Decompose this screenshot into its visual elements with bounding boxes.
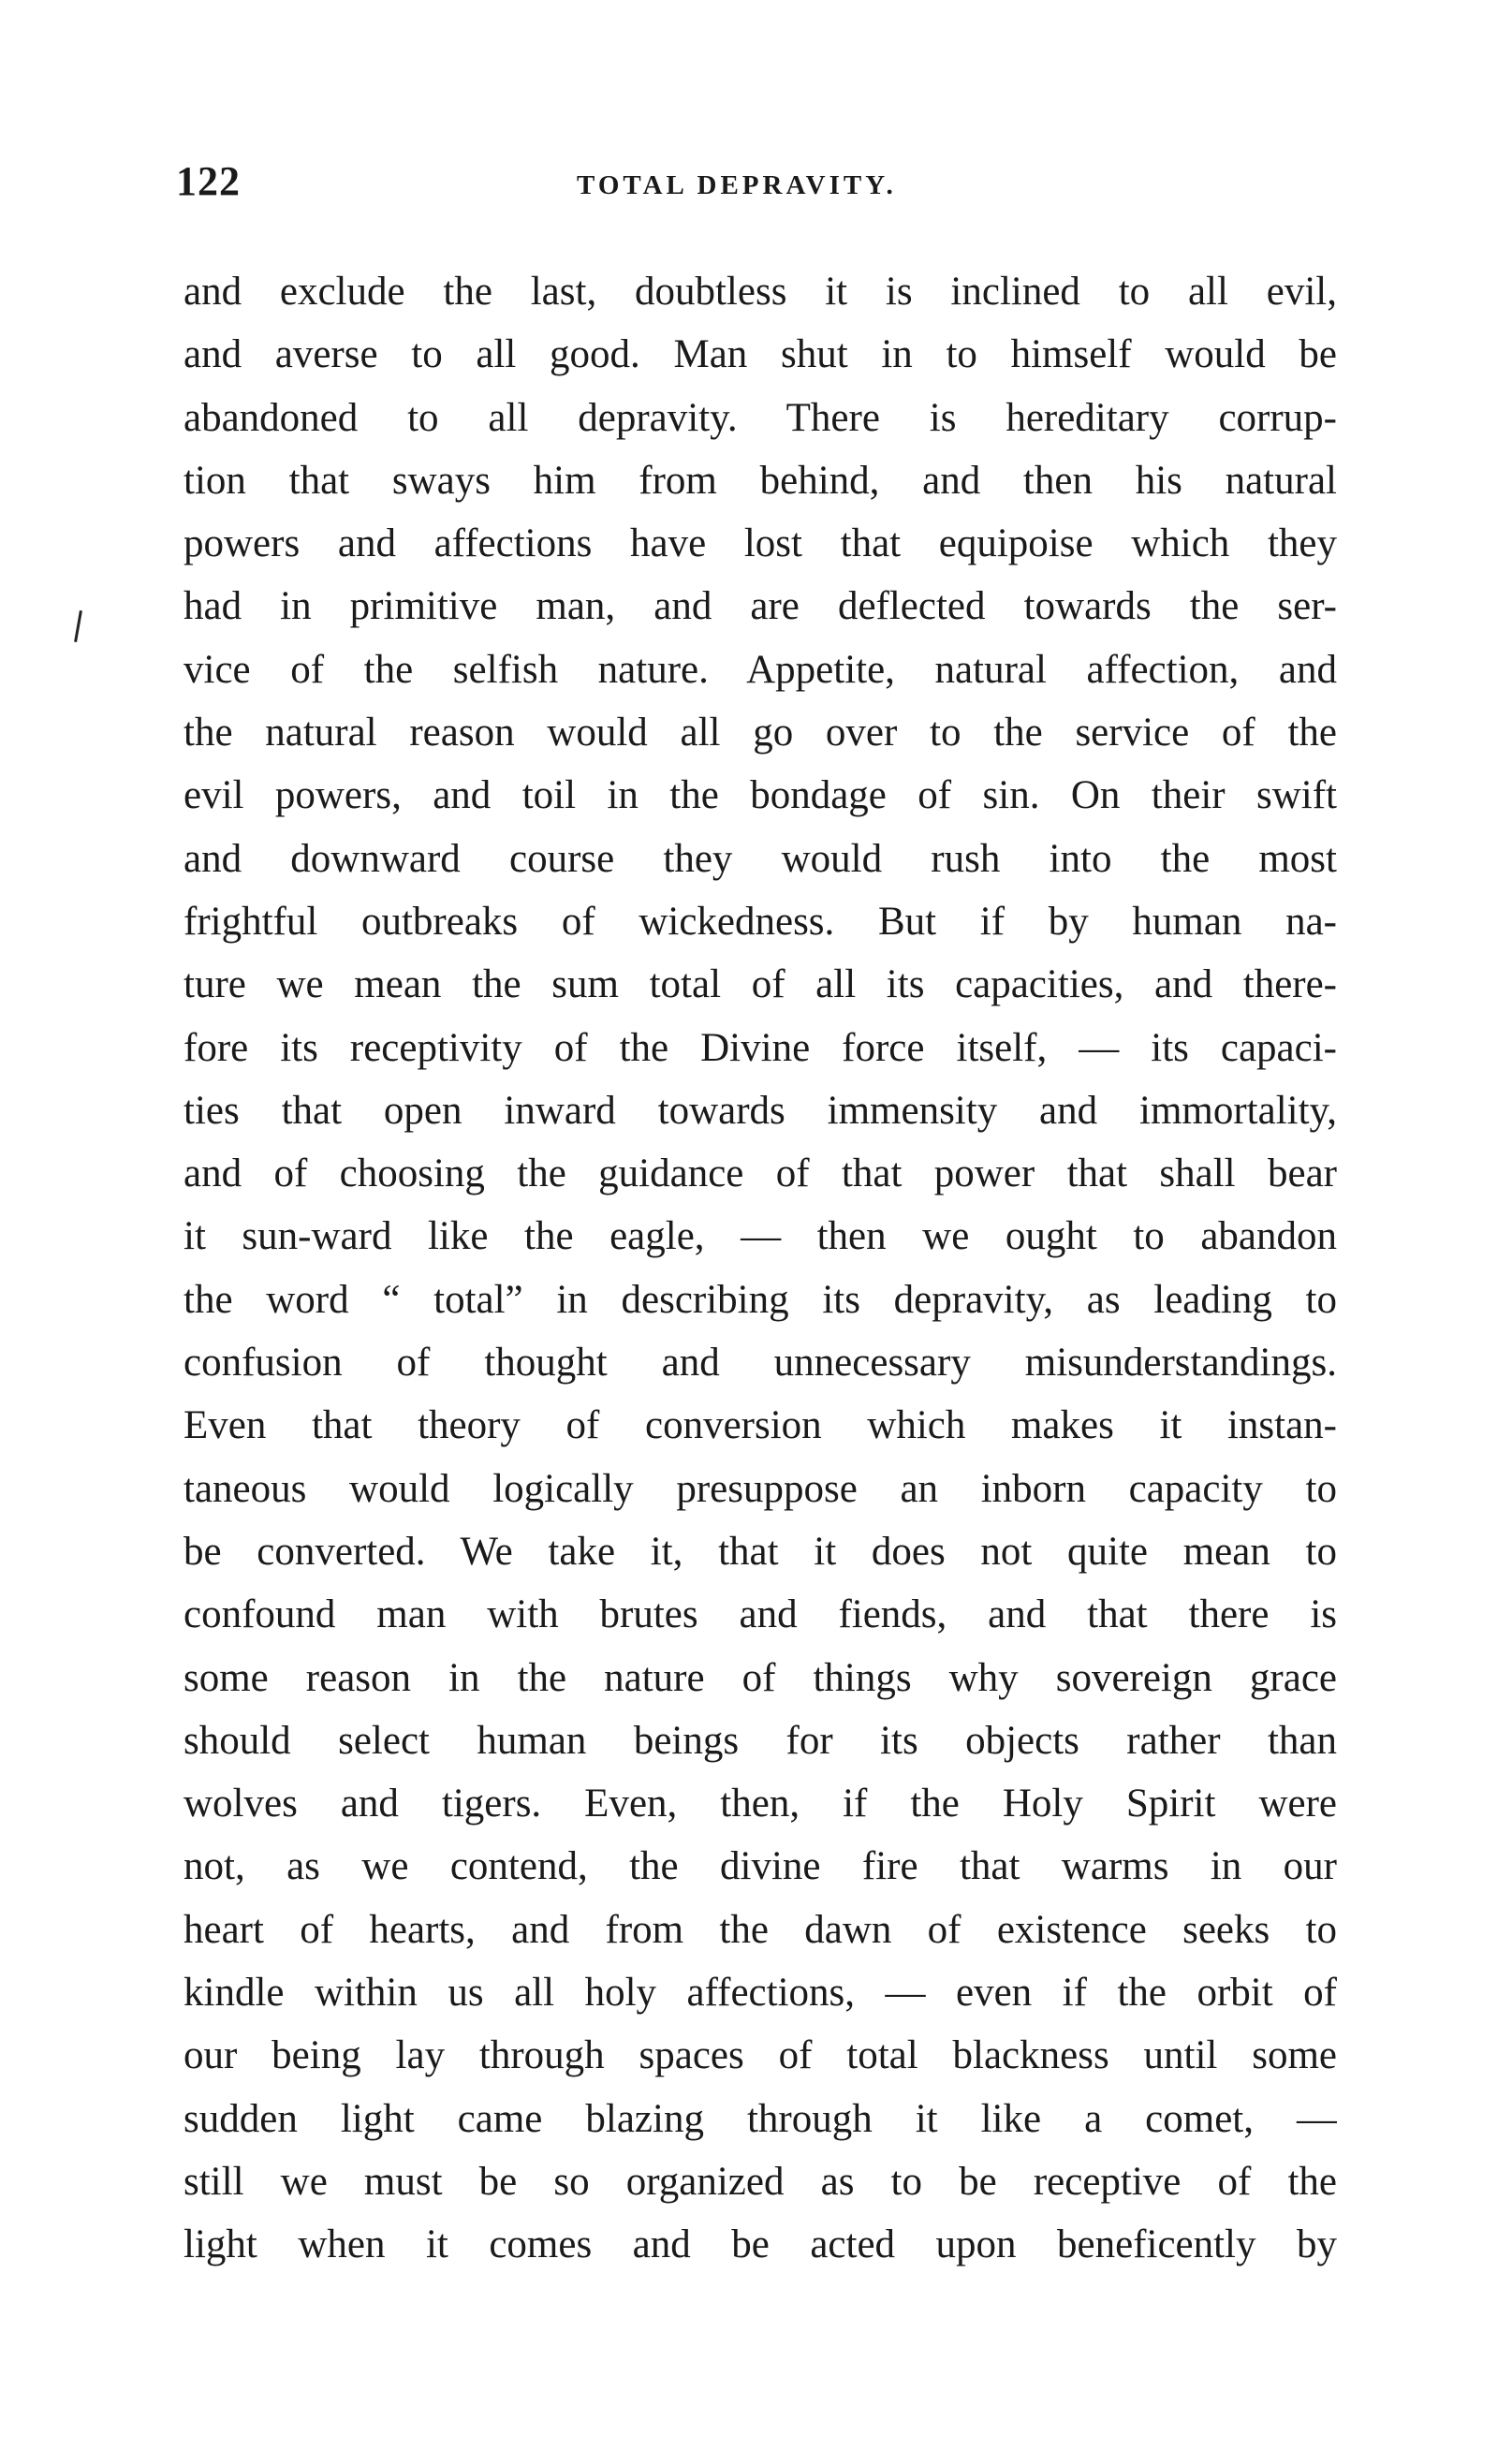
text-line: abandoned to all depravity. There is hereditary corrup-	[183, 395, 1337, 440]
text-line: ties that open inward towards immensity and immortality,	[183, 1088, 1337, 1133]
text-line: our being lay through spaces of total blackness until some	[183, 2033, 1337, 2078]
text-line: sudden light came blazing through it like a comet, —	[183, 2096, 1337, 2141]
text-line: and averse to all good. Man shut in to himself would be	[183, 332, 1337, 377]
text-line: frightful outbreaks of wickedness. But if by human na-	[183, 899, 1337, 944]
page-number: 122	[176, 158, 241, 204]
text-line: evil powers, and toil in the bondage of sin. On their swift	[183, 773, 1337, 818]
body-text	[183, 260, 1337, 2277]
text-line: still we must be so organized as to be receptive of the	[183, 2159, 1337, 2204]
text-line: confusion of thought and unnecessary misunderstandings.	[183, 1341, 1337, 1386]
text-line: should select human beings for its objects rather than	[183, 1718, 1337, 1763]
text-line: and downward course they would rush into the most	[183, 836, 1337, 881]
text-line: Even that theory of conversion which makes it instan-	[183, 1403, 1337, 1448]
text-line: the natural reason would all go over to the service of the	[183, 711, 1337, 755]
text-line: heart of hearts, and from the dawn of existence seeks to	[183, 1907, 1337, 1952]
page-header	[176, 157, 1337, 213]
text-line: some reason in the nature of things why sovereign grace	[183, 1655, 1337, 1700]
text-line: taneous would logically presuppose an inborn capacity to	[183, 1466, 1337, 1511]
text-line: powers and affections have lost that equipoise which they	[183, 521, 1337, 566]
text-line: fore its receptivity of the Divine force itself, — its capaci-	[183, 1025, 1337, 1070]
text-line: it sun-ward like the eagle, — then we ought to abandon	[183, 1214, 1337, 1259]
text-line: not, as we contend, the divine fire that warms in our	[183, 1844, 1337, 1889]
text-line: vice of the selfish nature. Appetite, natural affection, and	[183, 647, 1337, 692]
text-line: kindle within us all holy affections, — even if the orbit of	[183, 1971, 1337, 2016]
text-line: ture we mean the sum total of all its capacities, and there-	[183, 962, 1337, 1007]
running-head: TOTAL DEPRAVITY.	[577, 170, 897, 200]
text-line: had in primitive man, and are deflected towards the ser-	[183, 584, 1337, 629]
text-line: and of choosing the guidance of that power that shall bear	[183, 1151, 1337, 1196]
text-line: tion that sways him from behind, and then his natural	[183, 458, 1337, 503]
text-line: be converted. We take it, that it does not quite mean to	[183, 1529, 1337, 1574]
margin-pencil-mark	[74, 610, 82, 642]
text-line: wolves and tigers. Even, then, if the Holy Spirit were	[183, 1782, 1337, 1826]
text-line: the word “ total” in describing its depravity, as leading to	[183, 1277, 1337, 1322]
text-line: light when it comes and be acted upon beneficently by	[183, 2222, 1337, 2267]
text-line: confound man with brutes and fiends, and that there is	[183, 1592, 1337, 1637]
text-line: and exclude the last, doubtless it is inclined to all evil,	[183, 270, 1337, 314]
